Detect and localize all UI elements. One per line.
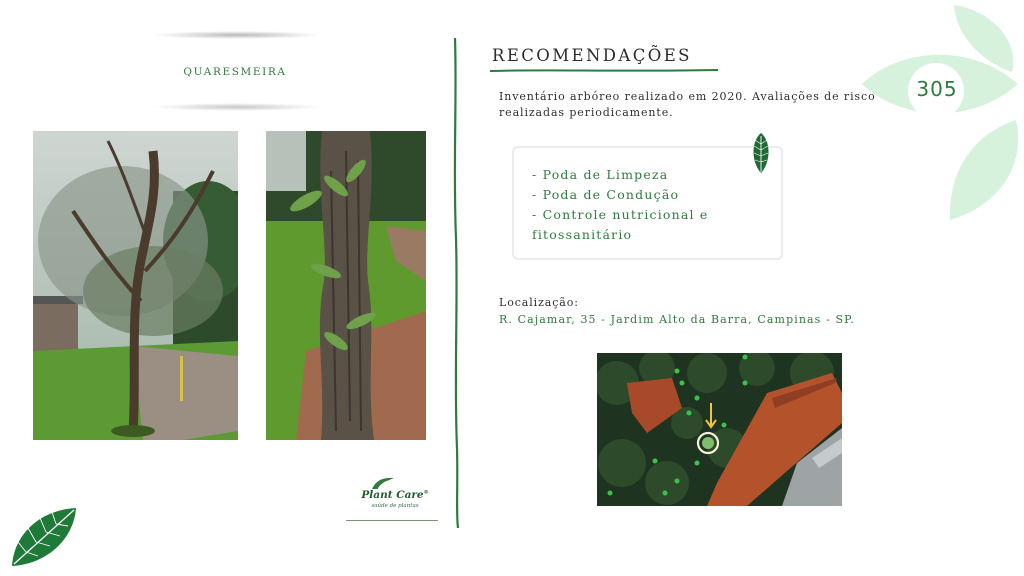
satellite-map <box>597 353 842 506</box>
leaf-icon <box>750 132 772 174</box>
logo-name: Plant Care® <box>361 489 429 501</box>
title-tab-shadow-top <box>152 31 322 39</box>
page-number: 305 <box>916 77 958 101</box>
intro-text: Inventário arbóreo realizado em 2020. Avaliações de risco realizadas periodicamente. <box>499 90 876 119</box>
location-address: R. Cajamar, 35 - Jardim Alto da Barra, Campinas - SP. <box>499 313 855 326</box>
logo-underline <box>346 520 438 521</box>
logo-tagline: saúde de plantas <box>371 503 419 509</box>
list-item: - Controle nutricional e fitossanitário <box>532 207 709 242</box>
section-divider <box>446 38 466 528</box>
list-item: - Poda de Limpeza <box>532 167 669 182</box>
decorative-leaves-icon <box>860 0 1024 225</box>
title-tab-shadow-bottom <box>152 103 322 111</box>
plant-care-logo <box>352 476 438 524</box>
trunk-photo <box>266 131 426 440</box>
title-underline <box>490 66 718 74</box>
location-label: Localização: <box>499 296 579 309</box>
recommendations-title: RECOMENDAÇÕES <box>492 46 692 65</box>
recommendations-box <box>512 146 783 260</box>
tree-photo <box>33 131 238 440</box>
species-title: QUARESMEIRA <box>183 66 287 78</box>
leaf-logo-icon <box>370 476 396 490</box>
recommendations-list <box>532 165 747 245</box>
palm-leaf-icon <box>8 504 80 570</box>
list-item: - Poda de Condução <box>532 187 680 202</box>
